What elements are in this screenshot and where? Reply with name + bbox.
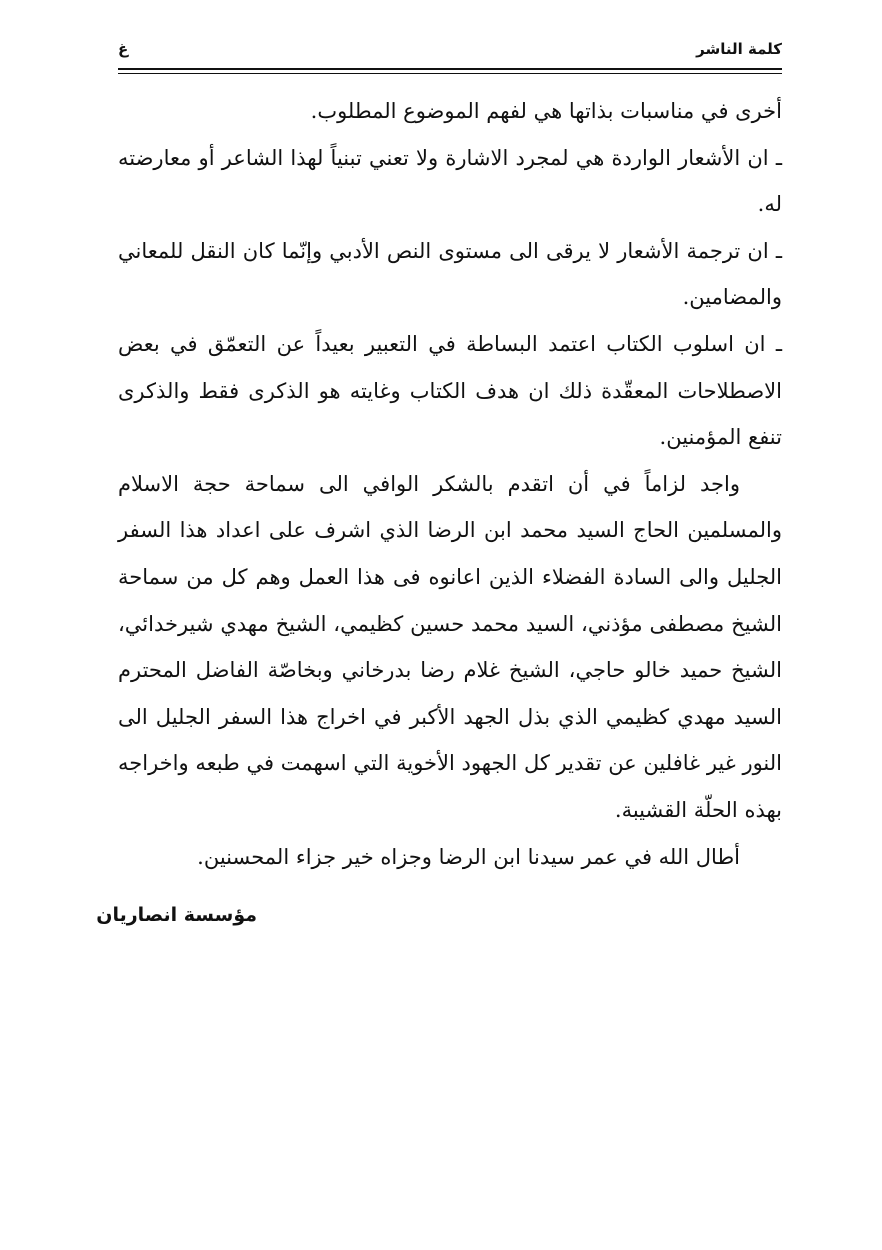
header-rule [118,68,782,70]
page-folio: غ [118,40,129,58]
paragraph-closing-prayer: أطال الله في عمر سيدنا ابن الرضا وجزاه خير جزاء المحسنين. [197,844,740,869]
running-header-title: كلمة الناشر [696,40,782,58]
paragraph-note-poems: ـ ان الأشعار الواردة هي لمجرد الاشارة ولا تعني تبنياً لهذا الشاعر أو معارضته له. [118,145,782,217]
paragraph-note-style: ـ ان اسلوب الكتاب اعتمد البساطة في التعبير بعيداً عن التعمّق في بعض الاصطلاحات المعقّدة ذلك ان هدف الكتاب وغايته هو الذكرى فقط والذكرى تنفع المؤمنين. [118,331,782,450]
paragraph-note-translation: ـ ان ترجمة الأشعار لا يرقى الى مستوى النص الأدبي وإنّما كان النقل للمعاني والمضامين. [118,238,782,310]
header-rule-thin [118,73,782,74]
body-text [118,88,782,880]
running-header [118,40,782,68]
paragraph-continuation: أخرى في مناسبات بذاتها هي لفهم الموضوع المطلوب. [310,99,782,123]
paragraph-acknowledgements: واجد لزاماً في أن اتقدم بالشكر الوافي الى سماحة حجة الاسلام والمسلمين الحاج السيد محمد ابن الرضا الذي اشرف على اعداد هذا السفر الجليل والى السادة الفضلاء الذين اعانوه فى هذا العمل وهم كل من سماحة الشيخ مصطفى مؤذني، السيد محمد حسين كظيمي، الشيخ مهدي شيرخدائي، الشيخ حميد خالو حاجي، الشيخ غلام رضا بدرخاني وبخاصّة الفاضل المحترم السيد مهدي كظيمي الذي بذل الجهد الأكبر في اخراج هذا السفر الجليل الى النور غير غافلين عن تقدير كل الجهود الأخوية التي اسهمت في طبعه واخراجه بهذه الحلّة القشيبة. [118,471,782,822]
publisher-signature: مؤسسة انصاريان [96,904,257,926]
